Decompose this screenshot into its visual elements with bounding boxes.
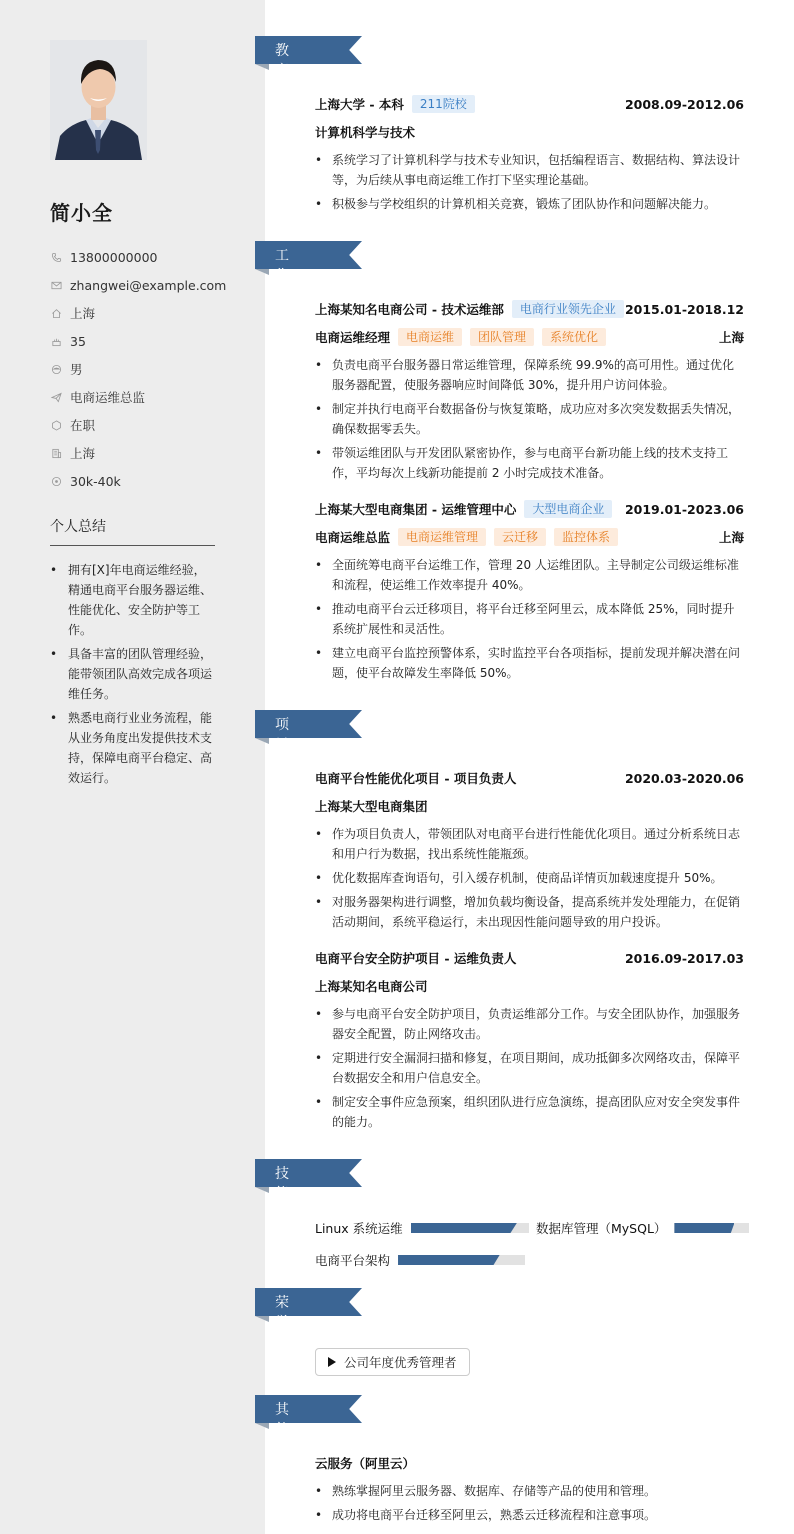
list-item: • 制定并执行电商平台数据备份与恢复策略，成功应对多次突发数据丢失情况，确保数据零丢失。 bbox=[315, 399, 744, 439]
project-title: 电商平台安全防护项目 - 运维负责人 bbox=[315, 951, 517, 966]
info-email-text: zhangwei@example.com bbox=[70, 277, 227, 293]
list-item: • 建立电商平台监控预警体系，实时监控平台各项指标，提前发现并解决潜在问题，使平台故障发生率降低 50%。 bbox=[315, 643, 744, 683]
education-period: 2008.09-2012.06 bbox=[624, 96, 744, 112]
project-1-bullets bbox=[315, 824, 744, 936]
project-2-org-row bbox=[315, 977, 744, 995]
info-status-text: 在职 bbox=[70, 418, 96, 433]
mail-icon bbox=[50, 279, 62, 291]
company-tag: 电商行业领先企业 bbox=[512, 300, 624, 318]
skill-bar-fill bbox=[398, 1255, 500, 1265]
skill-tag: 团队管理 bbox=[470, 328, 534, 346]
list-item: • 作为项目负责人，带领团队对电商平台进行性能优化项目。通过分析系统日志和用户行为数据，找出系统性能瓶颈。 bbox=[315, 824, 744, 864]
list-item: • 优化数据库查询语句，引入缓存机制，使商品详情页加载速度提升 50%。 bbox=[315, 868, 744, 888]
company-tag: 大型电商企业 bbox=[524, 500, 612, 518]
skill-tag: 电商运维管理 bbox=[398, 528, 486, 546]
project-2-bullets bbox=[315, 1004, 744, 1136]
work-location: 上海 bbox=[718, 330, 744, 345]
project-title: 电商平台性能优化项目 - 项目负责人 bbox=[315, 771, 517, 786]
role: 电商运维总监 bbox=[315, 530, 391, 545]
home-icon bbox=[50, 307, 62, 319]
list-item: • 推动电商平台云迁移项目，将平台迁移至阿里云，成本降低 25%，同时提升系统扩展性和灵活性。 bbox=[315, 599, 744, 639]
summary-list bbox=[50, 560, 215, 792]
work-period: 2019.01-2023.06 bbox=[624, 501, 744, 517]
section-title: 其他信息 bbox=[275, 1402, 290, 1478]
salary-icon bbox=[50, 475, 62, 487]
summary-item: • 具备丰富的团队管理经验，能带领团队高效完成各项运维任务。 bbox=[50, 644, 215, 704]
company-name: 上海某大型电商集团 - 运维管理中心 bbox=[315, 502, 517, 517]
other-title-row bbox=[315, 1454, 744, 1472]
candidate-name: 简小全 bbox=[50, 201, 113, 225]
info-city bbox=[50, 439, 250, 467]
list-item: • 全面统筹电商平台运维工作，管理 20 人运维团队。主导制定公司级运维标准和流程，使运维工作效率提升 40%。 bbox=[315, 555, 744, 595]
skill-bar bbox=[411, 1223, 529, 1233]
info-gender-text: 男 bbox=[70, 362, 83, 377]
send-icon bbox=[50, 391, 62, 403]
school-tag: 211院校 bbox=[412, 95, 475, 113]
skill-tag: 监控体系 bbox=[554, 528, 618, 546]
info-phone bbox=[50, 243, 250, 271]
work-location: 上海 bbox=[718, 530, 744, 545]
skill-linux bbox=[315, 1219, 529, 1237]
skill-mysql bbox=[536, 1219, 749, 1237]
list-item: • 系统学习了计算机科学与技术专业知识，包括编程语言、数据结构、算法设计等，为后续从事电商运维工作打下坚实理论基础。 bbox=[315, 150, 744, 190]
gender-icon bbox=[50, 363, 62, 375]
skill-name: 电商平台架构 bbox=[315, 1253, 391, 1268]
education-header bbox=[315, 95, 744, 113]
work-1-bullets bbox=[315, 355, 744, 487]
section-title: 教育经历 bbox=[275, 43, 290, 119]
skill-name: Linux 系统运维 bbox=[315, 1221, 403, 1236]
project-2-header bbox=[315, 949, 744, 967]
building-icon bbox=[50, 447, 62, 459]
project-period: 2020.03-2020.06 bbox=[624, 770, 744, 786]
skill-bar bbox=[674, 1223, 749, 1233]
section-title: 工作经历 bbox=[275, 248, 290, 324]
skill-bar-fill bbox=[674, 1223, 734, 1233]
project-period: 2016.09-2017.03 bbox=[624, 950, 744, 966]
info-salary bbox=[50, 467, 250, 495]
skill-tag: 电商运维 bbox=[398, 328, 462, 346]
work-2-role-row bbox=[315, 528, 744, 546]
info-email bbox=[50, 271, 250, 299]
education-bullets bbox=[315, 150, 744, 218]
skill-bar bbox=[398, 1255, 525, 1265]
status-icon bbox=[50, 419, 62, 431]
sidebar bbox=[0, 0, 265, 1534]
info-salary-text: 30k-40k bbox=[70, 473, 121, 489]
project-1-org-row bbox=[315, 797, 744, 815]
info-status bbox=[50, 411, 250, 439]
skill-tag: 云迁移 bbox=[494, 528, 546, 546]
list-item: • 熟练掌握阿里云服务器、数据库、存储等产品的使用和管理。 bbox=[315, 1481, 744, 1501]
work-1-header bbox=[315, 300, 744, 318]
section-title: 技能专长 bbox=[275, 1166, 290, 1242]
summary-title: 个人总结 bbox=[50, 516, 215, 546]
contact-info-list bbox=[50, 243, 250, 495]
award-label: 公司年度优秀管理者 bbox=[344, 1355, 457, 1370]
list-item: • 负责电商平台服务器日常运维管理，保障系统 99.9%的高可用性。通过优化服务器配置，使服务器响应时间降低 30%，提升用户访问体验。 bbox=[315, 355, 744, 395]
section-title: 荣誉奖项 bbox=[275, 1295, 290, 1371]
work-2-header bbox=[315, 500, 744, 518]
avatar bbox=[50, 40, 147, 160]
summary-item: • 熟悉电商行业业务流程，能从业务角度出发提供技术支持，保障电商平台稳定、高效运行。 bbox=[50, 708, 215, 788]
list-item: • 对服务器架构进行调整，增加负载均衡设备，提高系统并发处理能力，在促销活动期间，系统平稳运行，未出现因性能问题导致的用户投诉。 bbox=[315, 892, 744, 932]
education-major-row bbox=[315, 123, 744, 141]
phone-icon bbox=[50, 251, 62, 263]
project-org: 上海某知名电商公司 bbox=[315, 979, 428, 994]
list-item: • 成功将电商平台迁移至阿里云，熟悉云迁移流程和注意事项。 bbox=[315, 1505, 744, 1525]
skill-architecture bbox=[315, 1251, 525, 1269]
info-city-text: 上海 bbox=[70, 446, 96, 461]
work-period: 2015.01-2018.12 bbox=[624, 301, 744, 317]
info-age bbox=[50, 327, 250, 355]
skill-name: 数据库管理（MySQL） bbox=[536, 1221, 667, 1236]
age-icon bbox=[50, 335, 62, 347]
list-item: • 参与电商平台安全防护项目，负责运维部分工作。与安全团队协作，加强服务器安全配置，防止网络攻击。 bbox=[315, 1004, 744, 1044]
other-bullets bbox=[315, 1481, 744, 1529]
work-1-role-row bbox=[315, 328, 744, 346]
list-item: • 积极参与学校组织的计算机相关竞赛，锻炼了团队协作和问题解决能力。 bbox=[315, 194, 744, 214]
work-2-bullets bbox=[315, 555, 744, 687]
section-title: 项目经历 bbox=[275, 717, 290, 793]
info-age-text: 35 bbox=[70, 333, 86, 349]
info-phone-text: 13800000000 bbox=[70, 249, 158, 265]
major: 计算机科学与技术 bbox=[315, 125, 416, 140]
project-org: 上海某大型电商集团 bbox=[315, 799, 428, 814]
award-item bbox=[315, 1348, 470, 1376]
info-home bbox=[50, 299, 250, 327]
play-icon bbox=[328, 1357, 336, 1367]
company-name: 上海某知名电商公司 - 技术运维部 bbox=[315, 302, 504, 317]
role: 电商运维经理 bbox=[315, 330, 391, 345]
project-1-header bbox=[315, 769, 744, 787]
list-item: • 带领运维团队与开发团队紧密协作，参与电商平台新功能上线的技术支持工作，平均每次上线新功能提前 2 小时完成技术准备。 bbox=[315, 443, 744, 483]
info-position bbox=[50, 383, 250, 411]
summary-item: • 拥有[X]年电商运维经验，精通电商平台服务器运维、性能优化、安全防护等工作。 bbox=[50, 560, 215, 640]
school-name: 上海大学 - 本科 bbox=[315, 97, 404, 112]
other-title: 云服务（阿里云） bbox=[315, 1456, 416, 1471]
skill-tag: 系统优化 bbox=[542, 328, 606, 346]
info-position-text: 电商运维总监 bbox=[70, 390, 146, 405]
list-item: • 制定安全事件应急预案，组织团队进行应急演练，提高团队应对安全突发事件的能力。 bbox=[315, 1092, 744, 1132]
info-home-text: 上海 bbox=[70, 306, 96, 321]
list-item: • 定期进行安全漏洞扫描和修复，在项目期间，成功抵御多次网络攻击，保障平台数据安全和用户信息安全。 bbox=[315, 1048, 744, 1088]
skill-bar-fill bbox=[411, 1223, 517, 1233]
info-gender bbox=[50, 355, 250, 383]
